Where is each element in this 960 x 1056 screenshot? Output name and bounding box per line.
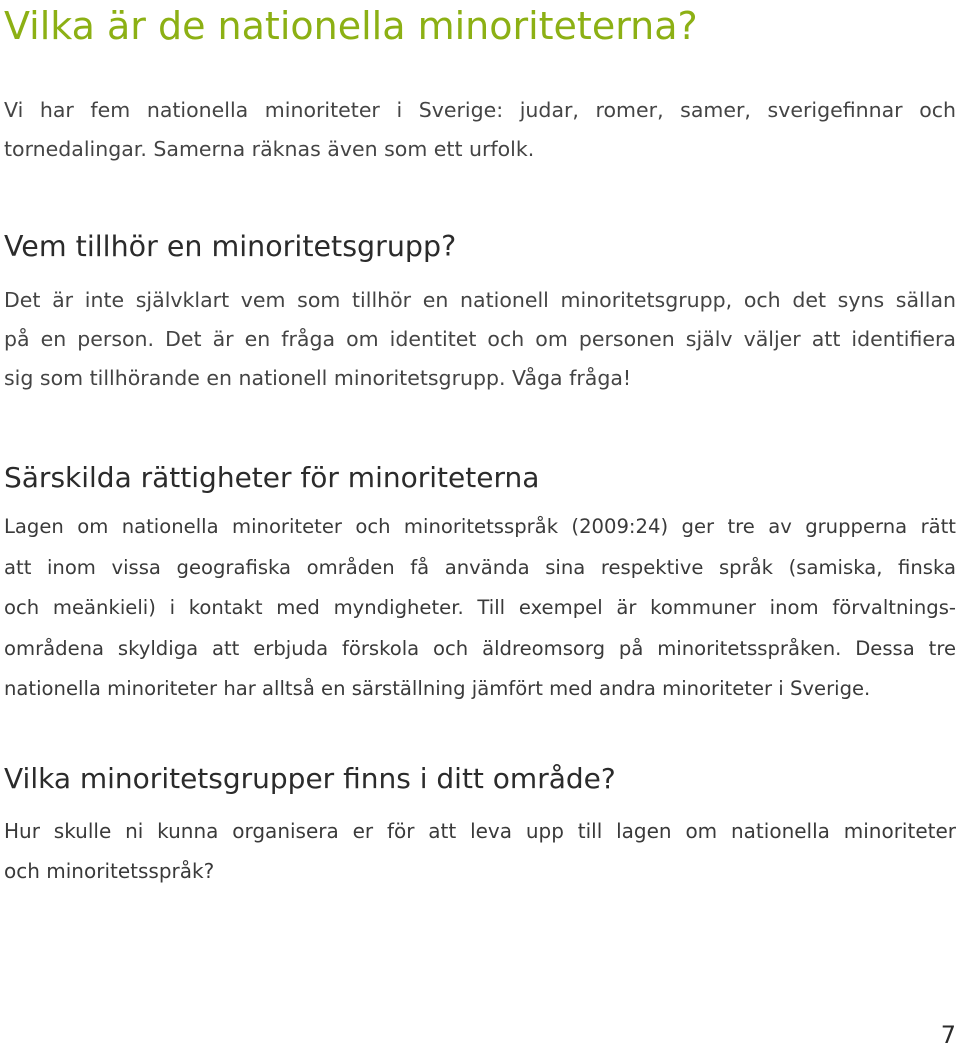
section-heading-vilka: Vilka minoritetsgrupper finns i ditt område? — [4, 762, 616, 795]
paragraph-line: att inom vissa geografiska områden få använda sina respektive språk (samiska, finska — [4, 555, 956, 579]
section-paragraph-vem — [4, 281, 956, 398]
paragraph-line: och meänkieli) i kontakt med myndigheter. Till exempel är kommuner inom förvaltnings- — [4, 596, 956, 619]
paragraph-line: Lagen om nationella minoriteter och minoritetsspråk (2009:24) ger tre av grupperna rätt — [4, 515, 956, 538]
paragraph-line: Det är inte självklart vem som tillhör en nationell minoritetsgrupp, och det syns sällan — [4, 288, 956, 312]
section-heading-vem: Vem tillhör en minoritetsgrupp? — [4, 230, 457, 263]
section-paragraph-sarskilda — [4, 507, 956, 710]
section-heading-sarskilda: Särskilda rättigheter för minoriteterna — [4, 461, 540, 494]
paragraph-line: och minoritetsspråk? — [4, 859, 215, 883]
intro-line: Vi har fem nationella minoriteter i Sverige: judar, romer, samer, sverigefinnar och — [4, 98, 956, 122]
paragraph-line: sig som tillhörande en nationell minoritetsgrupp. Våga fråga! — [4, 366, 632, 390]
intro-line: tornedalingar. Samerna räknas även som ett urfolk. — [4, 137, 535, 161]
paragraph-line: Hur skulle ni kunna organisera er för att leva upp till lagen om nationella minoriteter — [4, 819, 956, 843]
section-paragraph-vilka — [4, 811, 956, 891]
intro-paragraph — [4, 91, 956, 169]
page-title: Vilka är de nationella minoriteterna? — [4, 4, 698, 48]
paragraph-line: nationella minoriteter har alltså en särställning jämfört med andra minoriteter i Sverige. — [4, 677, 871, 700]
page-number: 7 — [940, 1021, 956, 1049]
paragraph-line: områdena skyldiga att erbjuda förskola och äldreomsorg på minoritetsspråken. Dessa tre — [4, 636, 956, 660]
paragraph-line: på en person. Det är en fråga om identitet och om personen själv väljer att identifiera — [4, 327, 956, 351]
